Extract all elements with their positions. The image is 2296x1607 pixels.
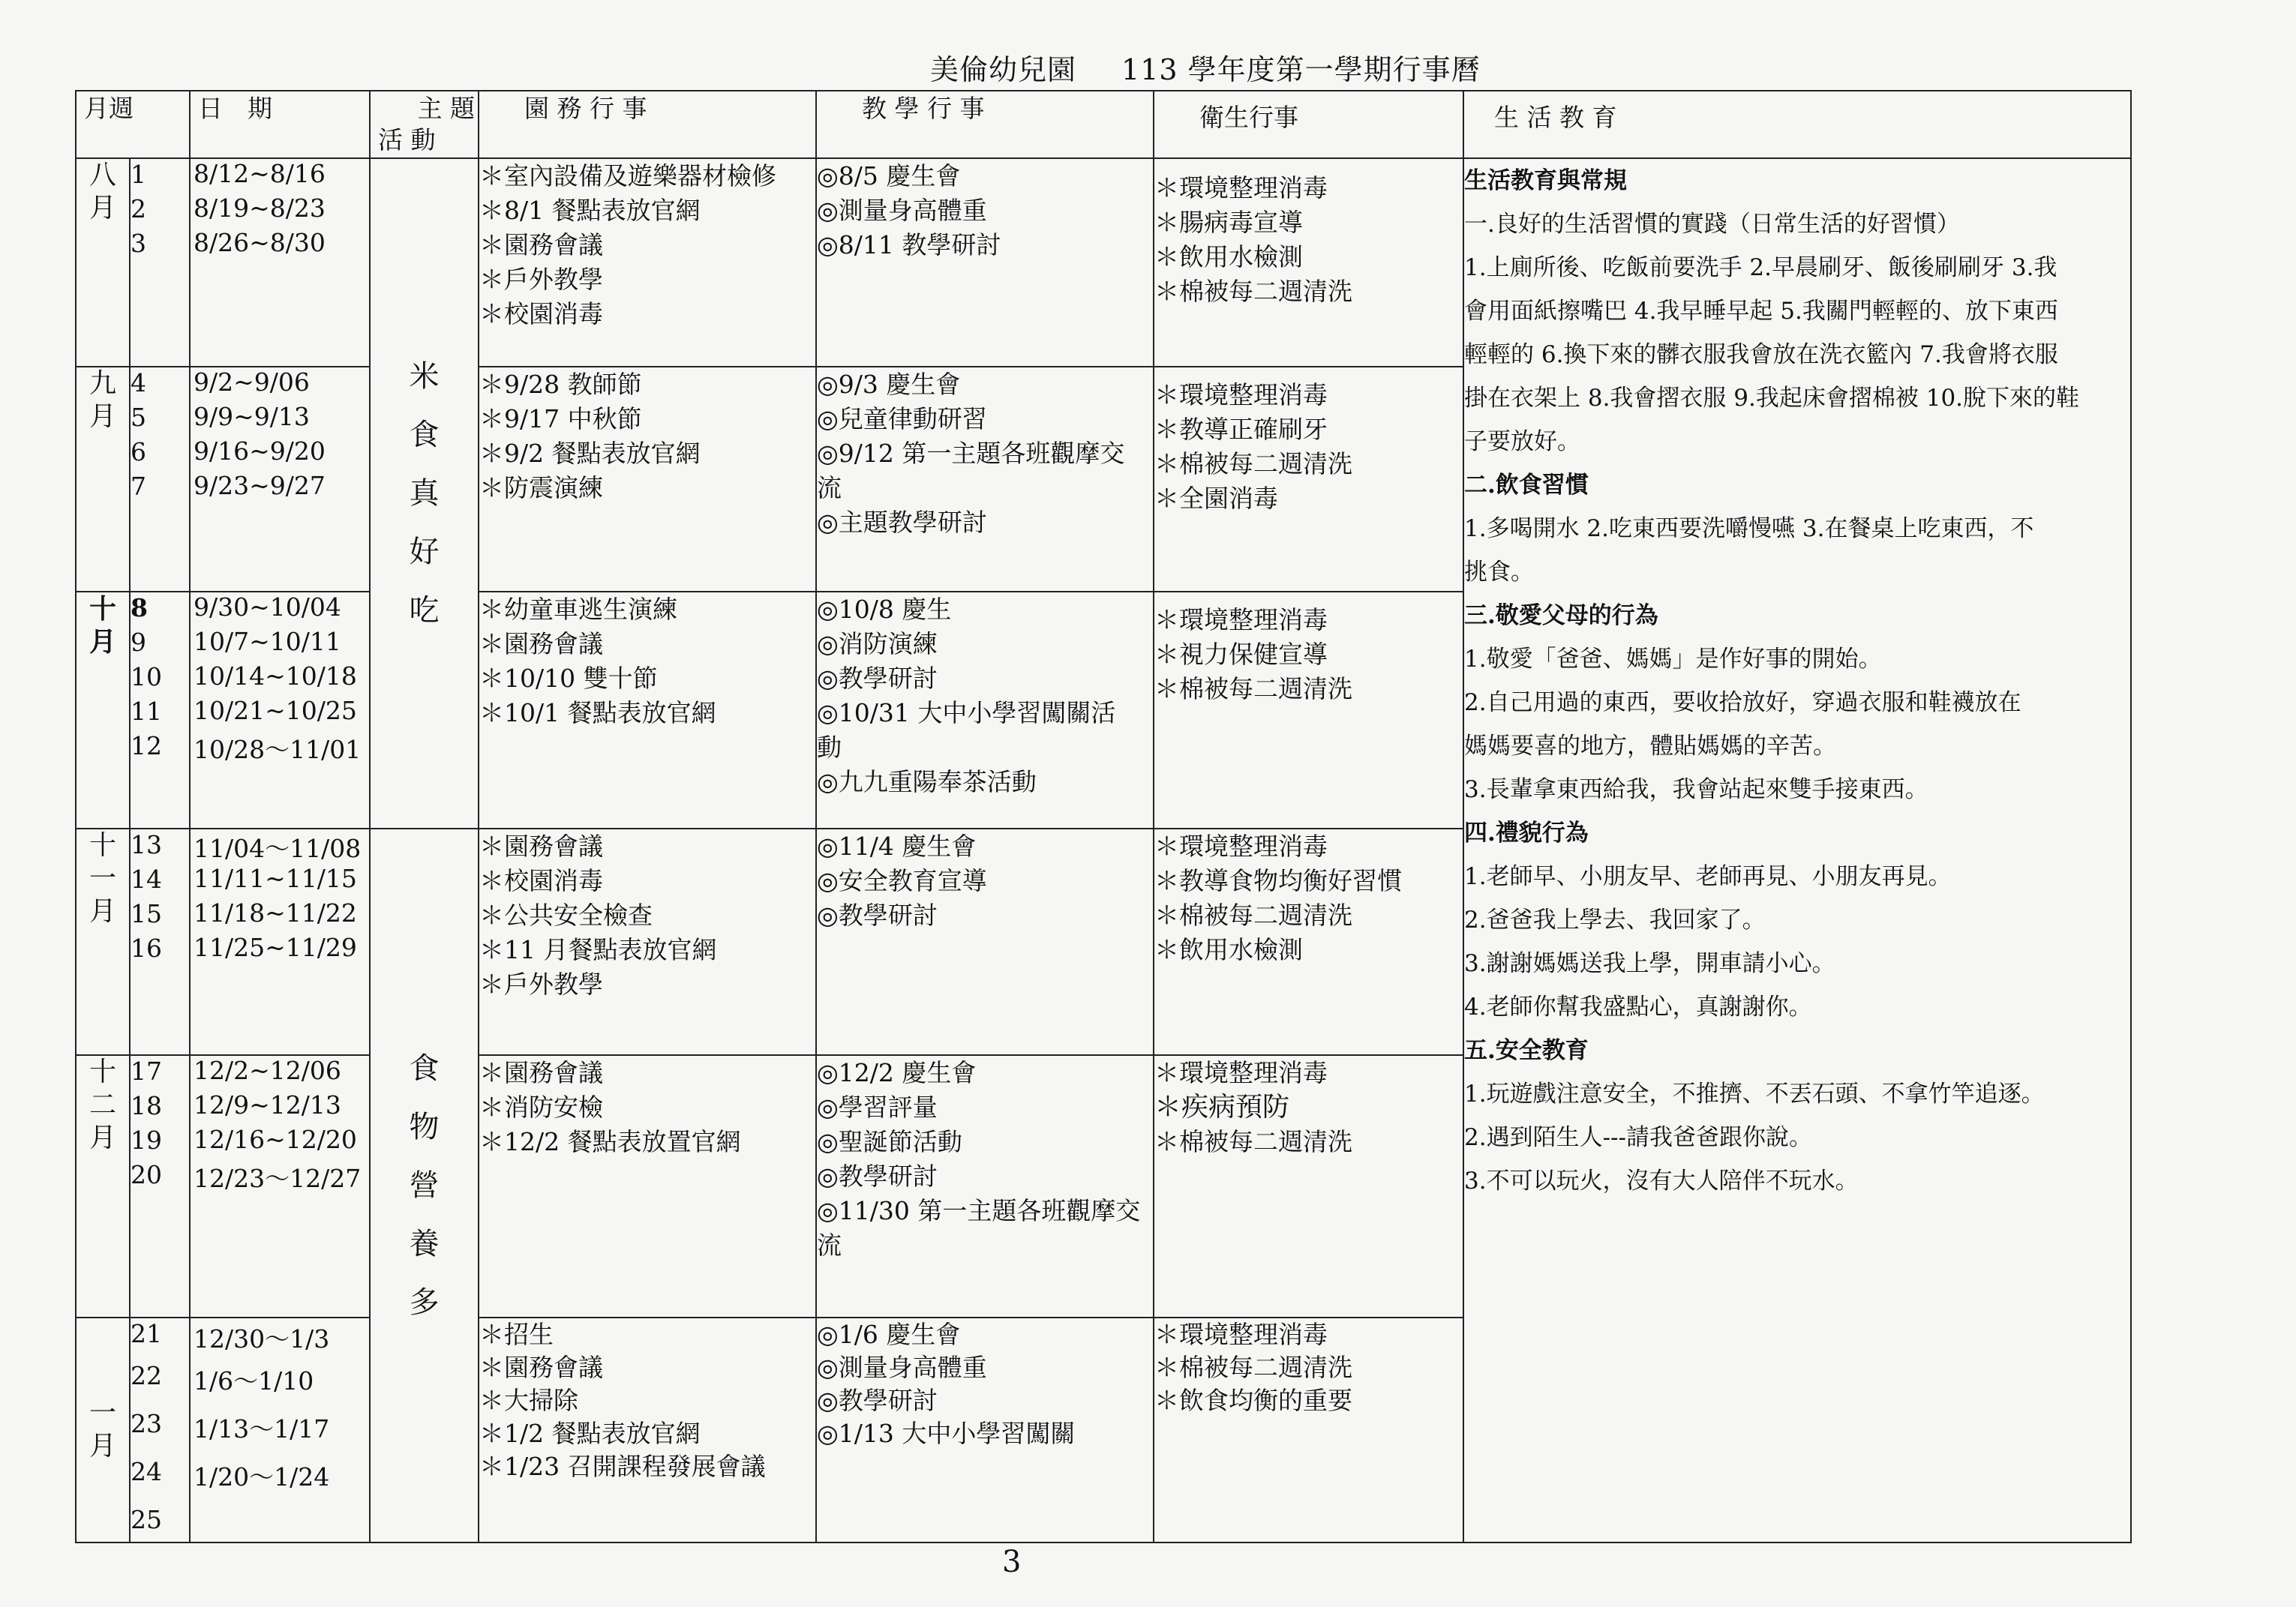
col-teaching: 教 學 行 事: [816, 91, 1154, 158]
col-admin: 園 務 行 事: [479, 91, 816, 158]
month-label: 一 月: [76, 1318, 130, 1543]
admin-events: ＊室內設備及遊樂器材檢修 ＊8/1 餐點表放官網 ＊園務會議 ＊戶外教學 ＊校園消毒: [479, 158, 816, 367]
health-events: ＊環境整理消毒 ＊教導正確刷牙 ＊棉被每二週清洗 ＊全園消毒: [1154, 367, 1463, 592]
month-label: 十 月: [76, 592, 130, 829]
page-title: [930, 46, 1481, 88]
week-numbers: 1 2 3: [130, 158, 190, 367]
teaching-events: ◎12/2 慶生會 ◎學習評量 ◎聖誕節活動 ◎教學研討 ◎11/30 第一主題各班觀摩交 流: [816, 1055, 1154, 1318]
school-name: 美倫幼兒園: [930, 53, 1077, 86]
life-heading: 五.安全教育: [1464, 1037, 1589, 1064]
health-events: ＊環境整理消毒 ＊腸病毒宣導 ＊飲用水檢測 ＊棉被每二週清洗: [1154, 158, 1463, 367]
month-label: 九 月: [76, 367, 130, 592]
col-month: 月: [84, 94, 109, 123]
date-ranges: 9/2~9/06 9/9~9/13 9/16~9/20 9/23~9/27: [190, 367, 370, 592]
teaching-events: ◎11/4 慶生會 ◎安全教育宣導 ◎教學研討: [816, 829, 1154, 1055]
teaching-events: ◎8/5 慶生會 ◎測量身高體重 ◎8/11 教學研討: [816, 158, 1154, 367]
page-number: 3: [1002, 1545, 1022, 1579]
calendar-table: [75, 90, 2132, 1543]
admin-events: ＊幼童車逃生演練 ＊園務會議 ＊10/10 雙十節 ＊10/1 餐點表放官網: [479, 592, 816, 829]
date-ranges: 12/2~12/06 12/9~12/13 12/16~12/20 12/23～12/27: [190, 1055, 370, 1318]
date-ranges: 12/30～1/3 1/6～1/10 1/13～1/17 1/20～1/24: [190, 1318, 370, 1543]
teaching-events: ◎1/6 慶生會 ◎測量身高體重 ◎教學研討 ◎1/13 大中小學習闖關: [816, 1318, 1154, 1543]
month-label: 十 一 月: [76, 829, 130, 1055]
week-numbers: 13 14 15 16: [130, 829, 190, 1055]
teaching-events: ◎9/3 慶生會 ◎兒童律動研習 ◎9/12 第一主題各班觀摩交 流 ◎主題教學研討: [816, 367, 1154, 592]
col-date: 日 期: [190, 91, 370, 158]
week-numbers: 21 22 23 24 25: [130, 1318, 190, 1543]
col-month-week: [76, 91, 190, 158]
col-theme: 主 題 活 動: [370, 91, 479, 158]
life-heading: 生活教育與常規: [1464, 167, 1627, 194]
week-numbers: 8 9 10 11 12: [130, 592, 190, 829]
health-events: ＊環境整理消毒 ＊教導食物均衡好習慣 ＊棉被每二週清洗 ＊飲用水檢測: [1154, 829, 1463, 1055]
theme-2: 食 物 營 養 多: [370, 829, 479, 1543]
health-events: ＊環境整理消毒 ＊疾病預防 ＊棉被每二週清洗: [1154, 1055, 1463, 1318]
health-events: ＊環境整理消毒 ＊棉被每二週清洗 ＊飲食均衡的重要: [1154, 1318, 1463, 1543]
date-ranges: 11/04～11/08 11/11~11/15 11/18~11/22 11/25~11/29: [190, 829, 370, 1055]
col-health: 衛生行事: [1154, 91, 1463, 158]
header-row: [76, 91, 2131, 158]
month-label: 八 月: [76, 158, 130, 367]
col-life: 生 活 教 育: [1463, 91, 2131, 158]
teaching-events: ◎10/8 慶生 ◎消防演練 ◎教學研討 ◎10/31 大中小學習闖關活 動 ◎九九重陽奉茶活動: [816, 592, 1154, 829]
life-heading: 三.敬愛父母的行為: [1464, 602, 1658, 629]
admin-events: ＊9/28 教師節 ＊9/17 中秋節 ＊9/2 餐點表放官網 ＊防震演練: [479, 367, 816, 592]
admin-events: ＊招生 ＊園務會議 ＊大掃除 ＊1/2 餐點表放官網 ＊1/23 召開課程發展會議: [479, 1318, 816, 1543]
week-numbers: 4 5 6 7: [130, 367, 190, 592]
date-ranges: 8/12~8/16 8/19~8/23 8/26~8/30: [190, 158, 370, 367]
admin-events: ＊園務會議 ＊消防安檢 ＊12/2 餐點表放置官網: [479, 1055, 816, 1318]
life-heading: 四.禮貌行為: [1464, 820, 1589, 847]
date-ranges: 9/30~10/04 10/7~10/11 10/14~10/18 10/21~10/25 10/28～11/01: [190, 592, 370, 829]
week-numbers: 17 18 19 20: [130, 1055, 190, 1318]
admin-events: ＊園務會議 ＊校園消毒 ＊公共安全檢查 ＊11 月餐點表放官網 ＊戶外教學: [479, 829, 816, 1055]
col-week: 週: [109, 94, 134, 123]
calendar-title: 113 學年度第一學期行事曆: [1121, 53, 1481, 86]
month-label: 十 二 月: [76, 1055, 130, 1318]
life-education: 生活教育與常規 一.良好的生活習慣的實踐（日常生活的好習慣） 1.上廁所後、吃飯前要洗手 2.早晨刷牙、飯後刷刷牙 3.我 會用面紙擦嘴巴 4.我早睡早起 5.我關門輕輕的、放下東西 輕輕的 6.換下來的髒衣服我會放在洗衣籃內 7.我會將衣服 掛在衣架上 8.我會摺衣服 9.我起床會摺棉被 10.脫下來的鞋 子要放好。 二.飲食習慣 1.多喝開水 2.吃東西要洗嚼慢嚥 3.在餐桌上吃東西，不 挑食。 三.敬愛父母的行為 1.敬愛「爸爸、媽媽」是作好事的開始。 2.自己用過的東西，要收拾放好，穿過衣服和鞋襪放在 媽媽要喜的地方，體貼媽媽的辛苦。 3.長輩拿東西給我，我會站起來雙手接東西。 四.禮貌行為 1.老師早、小朋友早、老師再見、小朋友再見。 2.爸爸我上學去、我回家了。 3.謝謝媽媽送我上學，開車請小心。 4.老師你幫我盛點心，真謝謝你。 五.安全教育 1.玩遊戲注意安全，不推擠、不丟石頭、不拿竹竿追逐。 2.遇到陌生人---請我爸爸跟你說。 3.不可以玩火，沒有大人陪伴不玩水。: [1463, 158, 2131, 1543]
life-heading: 二.飲食習慣: [1464, 472, 1589, 499]
theme-1: 米 食 真 好 吃: [370, 158, 479, 829]
month-row: [76, 158, 2131, 367]
health-events: ＊環境整理消毒 ＊視力保健宣導 ＊棉被每二週清洗: [1154, 592, 1463, 829]
